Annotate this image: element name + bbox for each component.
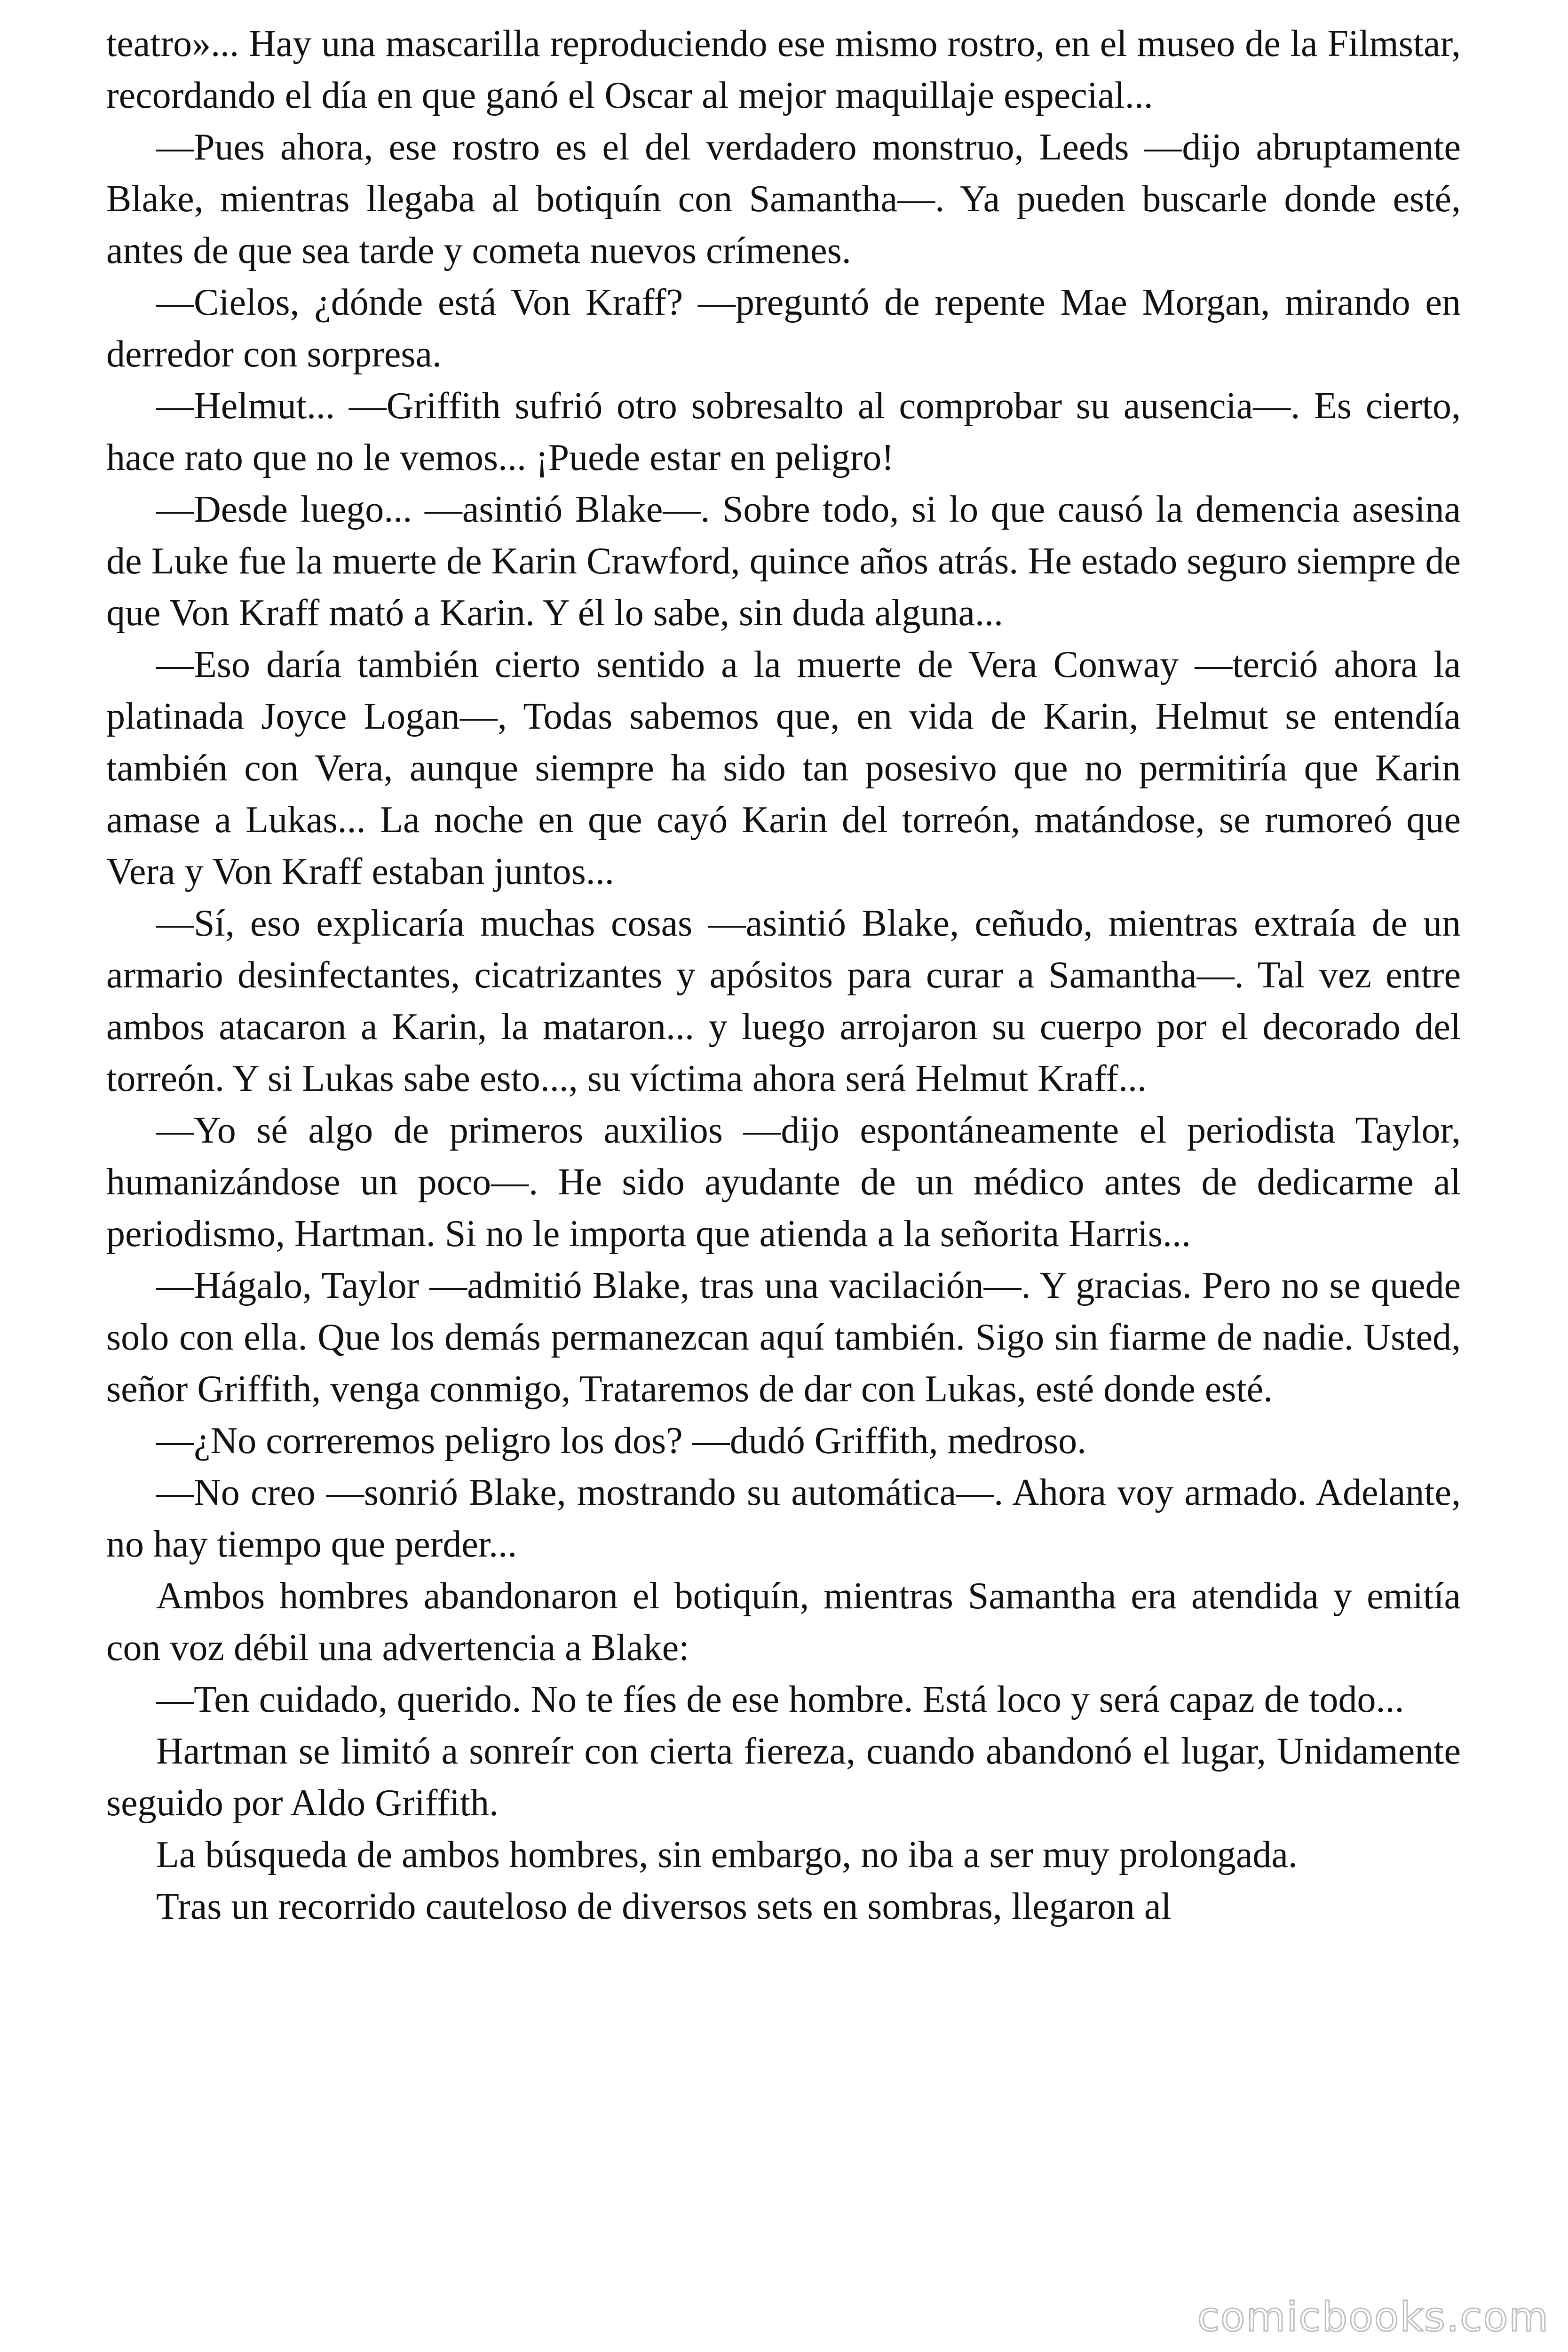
paragraph-9: —Hágalo, Taylor —admitió Blake, tras una vacilación—. Y gracias. Pero no se quede solo con ella. Que los demás permanezcan aquí también. Sigo sin fiarme de nadie. Usted, señor Griffith, venga conmigo, Trataremos de dar con Lukas, esté donde esté. bbox=[106, 1265, 1461, 1410]
paragraph-4: —Helmut... —Griffith sufrió otro sobresalto al comprobar su ausencia—. Es cierto, hace rato que no le vemos... ¡Puede estar en peligro! bbox=[106, 385, 1461, 478]
page-text bbox=[106, 18, 1461, 1932]
paragraph-7: —Sí, eso explicaría muchas cosas —asintió Blake, ceñudo, mientras extraía de un armario desinfectantes, cicatrizantes y apósitos para curar a Samantha—. Tal vez entre ambos atacaron a Karin, la mataron... y luego arrojaron su cuerpo por el decorado del torreón. Y si Lukas sabe esto..., su víctima ahora será Helmut Kraff... bbox=[106, 903, 1461, 1099]
paragraph-3: —Cielos, ¿dónde está Von Kraff? —preguntó de repente Mae Morgan, mirando en derredor con sorpresa. bbox=[106, 282, 1461, 375]
paragraph-14: Hartman se limitó a sonreír con cierta fiereza, cuando abandonó el lugar, Unidamente seguido por Aldo Griffith. bbox=[106, 1731, 1461, 1824]
paragraph-8: —Yo sé algo de primeros auxilios —dijo espontáneamente el periodista Taylor, humanizándose un poco—. He sido ayudante de un médico antes de dedicarme al periodismo, Hartman. Si no le importa que atienda a la señorita Harris... bbox=[106, 1110, 1461, 1255]
paragraph-12: Ambos hombres abandonaron el botiquín, mientras Samantha era atendida y emitía con voz débil una advertencia a Blake: bbox=[106, 1575, 1461, 1669]
paragraph-6: —Eso daría también cierto sentido a la muerte de Vera Conway —terció ahora la platinada Joyce Logan—, Todas sabemos que, en vida de Karin, Helmut se entendía también con Vera, aunque siempre ha sido tan posesivo que no permitiría que Karin amase a Lukas... La noche en que cayó Karin del torreón, matándose, se rumoreó que Vera y Von Kraff estaban juntos... bbox=[106, 644, 1461, 892]
paragraph-15: La búsqueda de ambos hombres, sin embargo, no iba a ser muy prolongada. bbox=[156, 1834, 1298, 1875]
paragraph-5: —Desde luego... —asintió Blake—. Sobre todo, si lo que causó la demencia asesina de Luke fue la muerte de Karin Crawford, quince años atrás. He estado seguro siempre de que Von Kraff mató a Karin. Y él lo sabe, sin duda alguna... bbox=[106, 489, 1461, 634]
paragraph-16: Tras un recorrido cauteloso de diversos sets en sombras, llegaron al bbox=[156, 1886, 1172, 1927]
paragraph-1: teatro»... Hay una mascarilla reproduciendo ese mismo rostro, en el museo de la Filmstar, recordando el día en que ganó el Oscar al mejor maquillaje especial... bbox=[106, 23, 1461, 116]
paragraph-11: —No creo —sonrió Blake, mostrando su automática—. Ahora voy armado. Adelante, no hay tiempo que perder... bbox=[106, 1472, 1461, 1565]
paragraph-10: —¿No correremos peligro los dos? —dudó Griffith, medroso. bbox=[156, 1420, 1087, 1462]
paragraph-2: —Pues ahora, ese rostro es el del verdadero monstruo, Leeds —dijo abruptamente Blake, mientras llegaba al botiquín con Samantha—. Ya pueden buscarle donde esté, antes de que sea tarde y cometa nuevos crímenes. bbox=[106, 127, 1461, 271]
watermark: comicbooks.com bbox=[1197, 2294, 1549, 2341]
paragraph-13: —Ten cuidado, querido. No te fíes de ese hombre. Está loco y será capaz de todo... bbox=[156, 1679, 1404, 1720]
